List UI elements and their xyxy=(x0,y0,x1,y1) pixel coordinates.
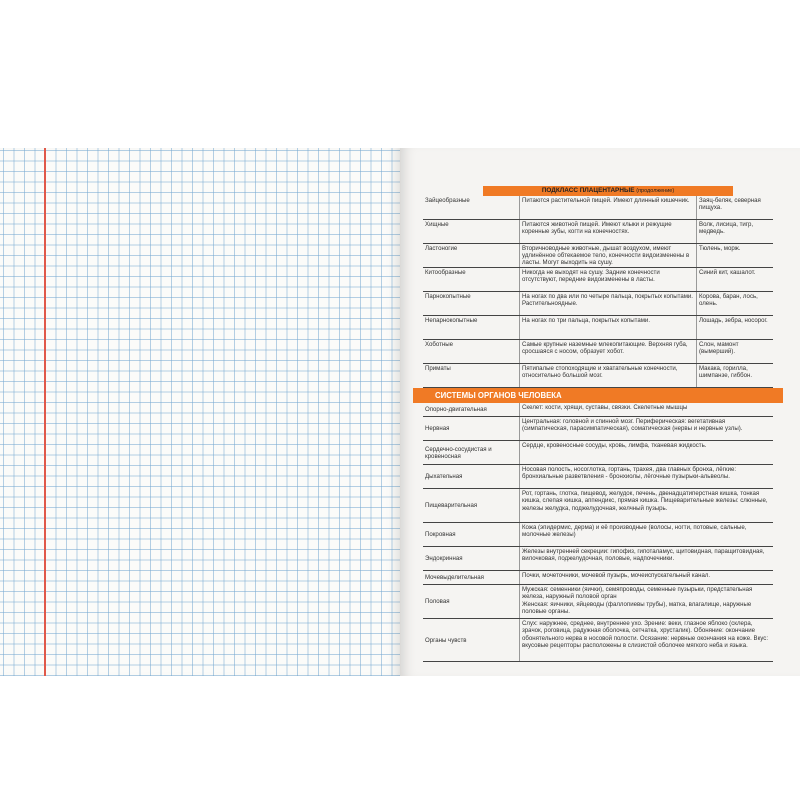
table-row xyxy=(423,243,773,268)
table-row xyxy=(423,585,773,619)
examples-cell: Волк, лисица, тигр, медведь. xyxy=(697,219,774,243)
examples-cell: Лошадь, зебра, носорог. xyxy=(697,316,774,340)
order-cell: Приматы xyxy=(423,364,520,388)
desc-cell: Питаются растительной пищей. Имеют длинный кишечник. xyxy=(520,196,697,220)
table-row xyxy=(423,364,773,388)
table-row xyxy=(423,196,773,220)
order-cell: Ластоногие xyxy=(423,243,520,268)
order-cell: Парнокопытные xyxy=(423,292,520,316)
order-cell: Непарнокопытные xyxy=(423,316,520,340)
reference-tables xyxy=(423,186,773,662)
table-row xyxy=(423,465,773,489)
system-cell: Мочевыделительная xyxy=(423,571,520,585)
desc-cell: Скелет: кости, хрящи, суставы, связки. Скелетные мышцы xyxy=(520,403,774,417)
desc-cell: Сердце, кровеносные сосуды, кровь, лимфа, тканевая жидкость. xyxy=(520,441,774,465)
reference-page xyxy=(400,148,800,676)
grid-page xyxy=(0,148,400,676)
open-notebook xyxy=(0,148,800,676)
desc-cell: Железы внутренней секреции: гипофиз, гипоталамус, щитовидная, паращитовидная, вилочковая, поджелудочная, половые, надпочечники. xyxy=(520,547,774,571)
order-cell: Хищные xyxy=(423,219,520,243)
table-row xyxy=(423,489,773,523)
system-cell: Сердечно-сосудистая и кровеносная xyxy=(423,441,520,465)
desc-cell: Кожа (эпидермис, дерма) и её производные (волосы, ногти, потовые, сальные, молочные железы) xyxy=(520,523,774,547)
system-cell: Нервная xyxy=(423,417,520,441)
placental-table xyxy=(423,196,773,389)
table-row xyxy=(423,219,773,243)
desc-cell: Рот, гортань, глотка, пищевод, желудок, печень, двенадцатиперстная кишка, тонкая кишка, слепая кишка, аппендикс, прямая кишка. Пищеварительные железы: слюнные, железы желудка, поджелудочная, желчный пузырь. xyxy=(520,489,774,523)
margin-line xyxy=(44,148,46,676)
table-row xyxy=(423,403,773,417)
table-row xyxy=(423,268,773,292)
table-row xyxy=(423,316,773,340)
desc-cell: Носовая полость, носоглотка, гортань, трахея, два главных бронха, лёгкие: бронхиальные разветвления - бронхиолы, лёгочные пузырьки-альвеолы. xyxy=(520,465,774,489)
organ-systems-table xyxy=(423,403,773,662)
system-cell: Дыхательная xyxy=(423,465,520,489)
system-cell: Половая xyxy=(423,585,520,619)
examples-cell: Заяц-беляк, северная пищуха. xyxy=(697,196,774,220)
desc-cell: На ногах по два или по четыре пальца, покрытых копытами. Растительноядные. xyxy=(520,292,697,316)
desc-cell: Мужская: семенники (яички), семяпроводы, семенные пузырьки, предстательная железа, наружный половой орган Женская: яичники, яйцеводы (фаллопиевы трубы), матка, влагалище, наружные половые органы. xyxy=(520,585,774,619)
placental-header-sub: (продолжение) xyxy=(636,188,675,194)
desc-cell: Почки, мочеточники, мочевой пузырь, мочеиспускательный канал. xyxy=(520,571,774,585)
table-row xyxy=(423,441,773,465)
table-row xyxy=(423,571,773,585)
examples-cell: Тюлень, морж. xyxy=(697,243,774,268)
table-row xyxy=(423,340,773,364)
desc-cell: Пятипалые стопоходящие и хватательные конечности, относительно большой мозг. xyxy=(520,364,697,388)
desc-cell: На ногах по три пальца, покрытых копытами. xyxy=(520,316,697,340)
order-cell: Китообразные xyxy=(423,268,520,292)
examples-cell: Слон, мамонт (вымерший). xyxy=(697,340,774,364)
table-row xyxy=(423,523,773,547)
desc-cell: Самые крупные наземные млекопитающие. Верхняя губа, сросшаяся с носом, образует хобот. xyxy=(520,340,697,364)
examples-cell: Макака, горилла, шимпанзе, гиббон. xyxy=(697,364,774,388)
system-cell: Покровная xyxy=(423,523,520,547)
desc-cell: Центральная: головной и спинной мозг. Периферическая: вегетативная (симпатическая, парасимпатическая), соматическая (нервы и нервные узлы). xyxy=(520,417,774,441)
table-row xyxy=(423,417,773,441)
examples-cell: Синий кит, кашалот. xyxy=(697,268,774,292)
desc-cell: Питаются животной пищей. Имеют клыки и режущие коренные зубы, когти на конечностях. xyxy=(520,219,697,243)
placental-header-title: ПОДКЛАСС ПЛАЦЕНТАРНЫЕ xyxy=(541,187,635,194)
table-row xyxy=(423,547,773,571)
table-row xyxy=(423,292,773,316)
order-cell: Зайцеобразные xyxy=(423,196,520,220)
order-cell: Хоботные xyxy=(423,340,520,364)
desc-cell: Никогда не выходят на сушу. Задние конечности отсутствуют, передние видоизменены в ласты. xyxy=(520,268,697,292)
table-row xyxy=(423,619,773,662)
examples-cell: Корова, баран, лось, олень. xyxy=(697,292,774,316)
system-cell: Эндокринная xyxy=(423,547,520,571)
desc-cell: Слух: наружнее, среднее, внутреннее ухо. Зрение: веки, глазное яблоко (склера, зрачок, роговица, радужная оболочка, сетчатка, хрусталик). Обоняние: окончание обонятельного нерва в носовой полости. Осязание: нервные окончания на коже. Вкус: вкусовые рецепторы расположены в слизистой оболочке мягкого неба и языка. xyxy=(520,619,774,662)
system-cell: Опорно-двигательная xyxy=(423,403,520,417)
system-cell: Пищеварительная xyxy=(423,489,520,523)
organ-systems-header: СИСТЕМЫ ОРГАНОВ ЧЕЛОВЕКА xyxy=(413,388,783,403)
system-cell: Органы чувств xyxy=(423,619,520,662)
desc-cell: Вторичноводные животные, дышат воздухом, имеют удлинённое обтекаемое тело, конечности видоизменены в ласты. Могут выходить на сушу. xyxy=(520,243,697,268)
placental-header xyxy=(483,186,733,196)
